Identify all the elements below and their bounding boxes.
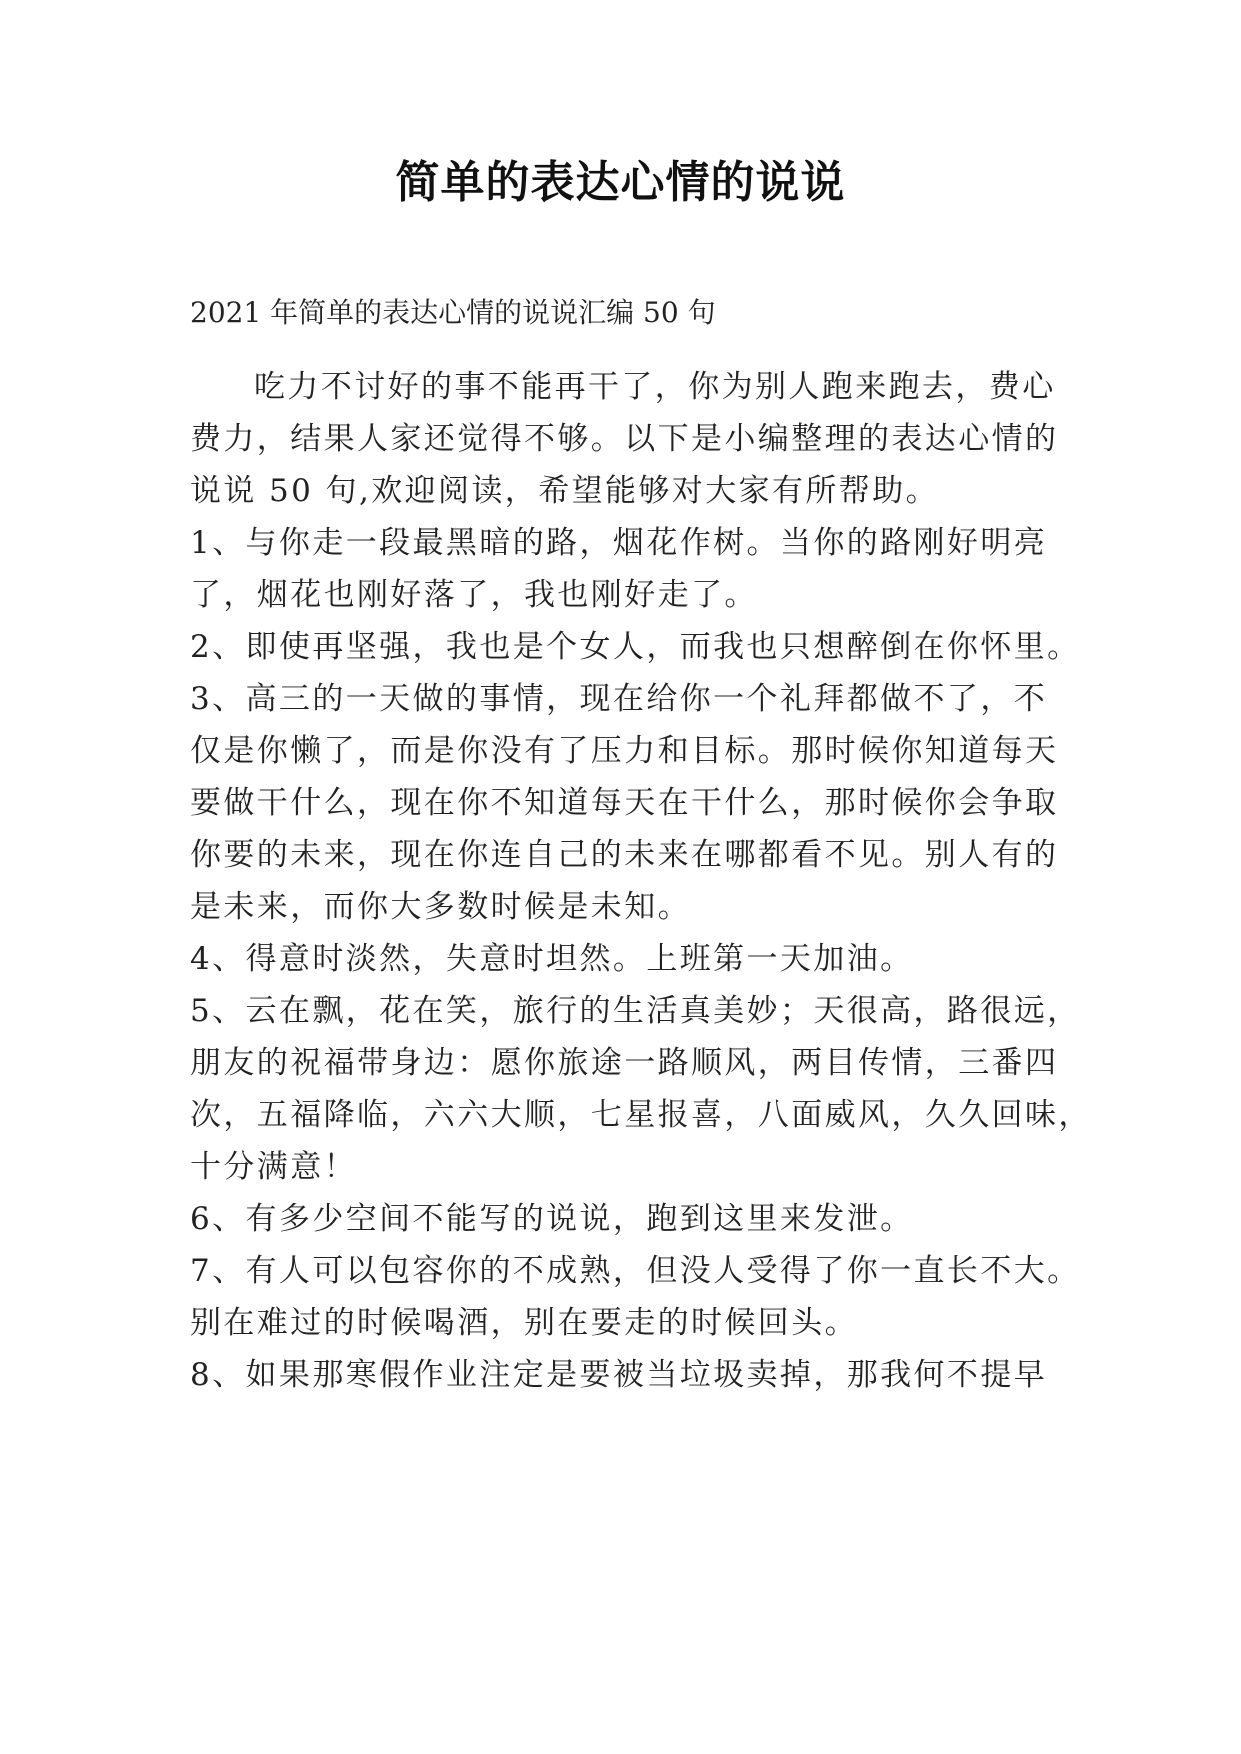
- paragraph-line: 7、有人可以包容你的不成熟，但没人受得了你一直长不大。: [190, 1253, 1081, 1289]
- paragraph-line: 8、如果那寒假作业注定是要被当垃圾卖掉，那我何不提早: [190, 1357, 1048, 1393]
- paragraph-line: 了，烟花也刚好落了，我也刚好走了。: [190, 577, 758, 613]
- document-title: 简单的表达心情的说说: [395, 157, 846, 208]
- paragraph-line: 5、云在飘，花在笑，旅行的生活真美妙；天很高，路很远，: [190, 993, 1081, 1029]
- paragraph-line: 十分满意！: [190, 1149, 357, 1185]
- paragraph-line: 2、即使再坚强，我也是个女人，而我也只想醉倒在你怀里。: [190, 629, 1081, 665]
- document-subtitle: 2021 年简单的表达心情的说说汇编 50 句: [190, 296, 716, 329]
- paragraph-line: 次，五福降临，六六大顺，七星报喜，八面威风，久久回味，: [190, 1097, 1092, 1133]
- paragraph-line: 1、与你走一段最黑暗的路，烟花作树。当你的路刚好明亮: [190, 525, 1048, 561]
- paragraph-line: 朋友的祝福带身边：愿你旅途一路顺风，两目传情，三番四: [190, 1045, 1059, 1081]
- paragraph-line: 你要的未来，现在你连自己的未来在哪都看不见。别人有的: [190, 837, 1059, 873]
- paragraph-line: 别在难过的时候喝酒，别在要走的时候回头。: [190, 1305, 858, 1341]
- paragraph-line: 6、有多少空间不能写的说说，跑到这里来发泄。: [190, 1201, 914, 1237]
- paragraph-line: 4、得意时淡然，失意时坦然。上班第一天加油。: [190, 941, 914, 977]
- paragraph-line: 费力，结果人家还觉得不够。以下是小编整理的表达心情的: [190, 421, 1059, 457]
- paragraph-line: 仅是你懒了，而是你没有了压力和目标。那时候你知道每天: [190, 733, 1059, 769]
- paragraph-line: 是未来，而你大多数时候是未知。: [190, 889, 691, 925]
- paragraph-line: 吃力不讨好的事不能再干了，你为别人跑来跑去，费心: [254, 369, 1056, 405]
- paragraph-line: 要做干什么，现在你不知道每天在干什么，那时候你会争取: [190, 785, 1059, 821]
- paragraph-line: 说说 50 句,欢迎阅读，希望能够对大家有所帮助。: [190, 473, 940, 509]
- paragraph-line: 3、高三的一天做的事情，现在给你一个礼拜都做不了，不: [190, 681, 1048, 717]
